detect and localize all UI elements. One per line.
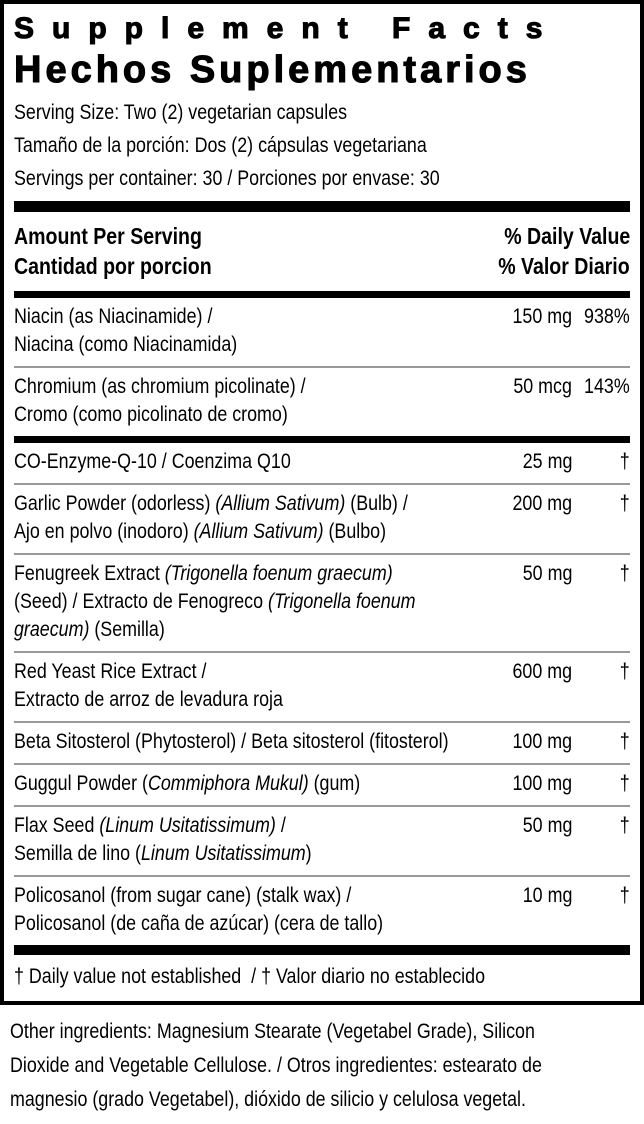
daily-value: †	[620, 772, 630, 795]
divider-below-header	[14, 291, 630, 298]
ingredient-name: Chromium (as chromium picolinate) / Cromo (como picolinato de cromo)	[14, 375, 306, 426]
daily-value: †	[620, 814, 630, 837]
amount-value: 100 mg	[512, 772, 572, 795]
daily-value: †	[620, 730, 630, 753]
amount-per-serving-header: Amount Per Serving Cantidad por porcion	[14, 223, 212, 279]
amount-value: 50 mcg	[513, 375, 572, 398]
table-row	[14, 651, 630, 721]
serving-info	[14, 96, 630, 195]
amount-value: 50 mg	[522, 814, 572, 837]
ingredient-name: Guggul Powder (Commiphora Mukul) (gum)	[14, 772, 361, 795]
ingredient-name: Garlic Powder (odorless) (Allium Sativum) (Bulb) / Ajo en polvo (inodoro) (Allium Sativum) (Bulbo)	[14, 492, 408, 543]
amount-value: 100 mg	[512, 730, 572, 753]
daily-value: †	[620, 884, 630, 907]
amount-value: 50 mg	[522, 562, 572, 585]
column-header	[14, 212, 630, 291]
title-spanish: Hechos Suplementarios	[14, 49, 531, 91]
serving-size-en: Serving Size: Two (2) vegetarian capsules	[14, 101, 348, 124]
daily-value: 143%	[584, 375, 630, 398]
thick-divider-top	[14, 201, 630, 212]
table-row	[14, 805, 630, 875]
amount-value: 200 mg	[512, 492, 572, 515]
title-english: Supplement Facts	[14, 12, 561, 45]
table-row	[14, 436, 630, 483]
ingredient-name: Red Yeast Rice Extract / Extracto de arroz de levadura roja	[14, 660, 283, 711]
table-row	[14, 553, 630, 651]
table-row	[14, 875, 630, 945]
ingredient-name: Flax Seed (Linum Usitatissimum) / Semilla de lino (Linum Usitatissimum)	[14, 814, 312, 865]
daily-value: †	[620, 660, 630, 683]
servings-per-container: Servings per container: 30 / Porciones por envase: 30	[14, 167, 440, 190]
ingredient-rows	[14, 298, 630, 945]
ingredient-name: Beta Sitosterol (Phytosterol) / Beta sitosterol (fitosterol)	[14, 730, 449, 753]
daily-value: 938%	[584, 305, 630, 328]
daily-value: †	[620, 450, 630, 473]
table-row	[14, 763, 630, 805]
daily-value: †	[620, 492, 630, 515]
ingredient-name: Niacin (as Niacinamide) / Niacina (como Niacinamida)	[14, 305, 238, 356]
daily-value: †	[620, 562, 630, 585]
table-row	[14, 721, 630, 763]
ingredient-name: Policosanol (from sugar cane) (stalk wax) / Policosanol (de caña de azúcar) (cera de tallo)	[14, 884, 384, 935]
thick-divider-bottom	[14, 945, 630, 955]
amount-value: 600 mg	[512, 660, 572, 683]
amount-value: 25 mg	[522, 450, 572, 473]
daily-value-header: % Daily Value % Valor Diario	[498, 223, 630, 279]
table-row	[14, 366, 630, 436]
other-ingredients: Other ingredients: Magnesium Stearate (Vegetabel Grade), Silicon Dioxide and Vegetable Cellulose. / Otros ingredientes: estearato de magnesio (grado Vegetabel), dióxido de silicio y celulosa vegetal.	[10, 1020, 542, 1111]
table-row	[14, 298, 630, 366]
serving-size-es: Tamaño de la porción: Dos (2) cápsulas vegetariana	[14, 134, 427, 157]
ingredient-name: CO-Enzyme-Q-10 / Coenzima Q10	[14, 450, 291, 473]
amount-value: 150 mg	[512, 305, 572, 328]
amount-value: 10 mg	[522, 884, 572, 907]
table-row	[14, 483, 630, 553]
footnote: † Daily value not established / † Valor diario no establecido	[14, 965, 486, 988]
ingredient-name: Fenugreek Extract (Trigonella foenum graecum) (Seed) / Extracto de Fenogreco (Trigonella foenum graecum) (Semilla)	[14, 562, 416, 641]
